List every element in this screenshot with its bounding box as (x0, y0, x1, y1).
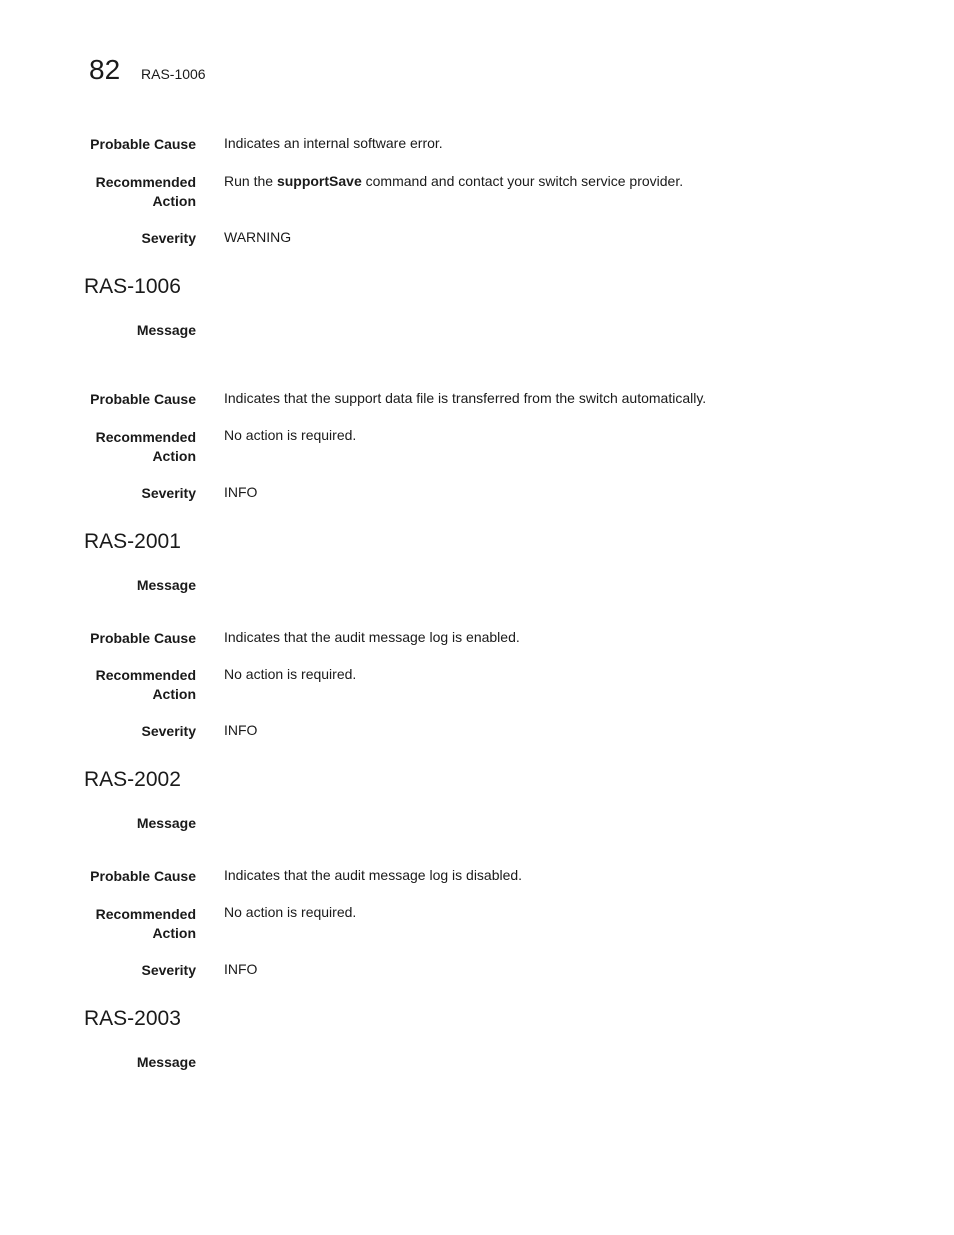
severity-label: Severity (141, 962, 196, 978)
severity-value: INFO (224, 722, 258, 738)
severity-value: INFO (224, 961, 258, 977)
message-label: Message (136, 815, 196, 831)
supportsave-command: supportSave (276, 173, 362, 189)
section-title: RAS-2002 (84, 768, 181, 791)
recommended-label-line2: Action (152, 193, 196, 209)
recommended-label-line2: Action (152, 448, 196, 464)
running-title: RAS-1006 (141, 66, 206, 82)
probable-cause-text: Indicates that the support data file is transferred from the switch automatically. (224, 390, 707, 406)
probable-cause-text: Indicates that the audit message log is disabled. (224, 867, 523, 883)
severity-label: Severity (141, 723, 196, 739)
recommended-action-label (56, 905, 196, 943)
section-title: RAS-2001 (84, 530, 181, 553)
message-label: Message (136, 322, 196, 338)
recommended-action-text (224, 172, 683, 191)
section-title: RAS-1006 (84, 275, 181, 298)
recommended-action-text: No action is required. (224, 904, 357, 920)
severity-value: INFO (224, 484, 258, 500)
recommended-label-line1: Recommended (95, 429, 196, 445)
probable-cause-label: Probable Cause (90, 136, 196, 152)
probable-cause-label: Probable Cause (90, 391, 196, 407)
probable-cause-text: Indicates an internal software error. (224, 135, 443, 151)
severity-label: Severity (141, 485, 196, 501)
recommended-action-text: No action is required. (224, 427, 357, 443)
recommended-pre: Run the (224, 173, 277, 189)
recommended-label-line1: Recommended (95, 906, 196, 922)
message-label: Message (136, 1054, 196, 1070)
page-number: 82 (89, 54, 121, 85)
probable-cause-label: Probable Cause (90, 630, 196, 646)
recommended-label-line2: Action (152, 925, 196, 941)
severity-label: Severity (141, 230, 196, 246)
recommended-post: command and contact your switch service provider. (361, 173, 684, 189)
recommended-label-line1: Recommended (95, 667, 196, 683)
recommended-action-text: No action is required. (224, 666, 357, 682)
section-title: RAS-2003 (84, 1007, 181, 1030)
probable-cause-label: Probable Cause (90, 868, 196, 884)
message-label: Message (136, 577, 196, 593)
severity-value: WARNING (224, 229, 292, 245)
recommended-action-label (56, 428, 196, 466)
probable-cause-text: Indicates that the audit message log is enabled. (224, 629, 520, 645)
recommended-action-label (56, 666, 196, 704)
recommended-action-label (56, 173, 196, 211)
recommended-label-line2: Action (152, 686, 196, 702)
recommended-label-line1: Recommended (95, 174, 196, 190)
